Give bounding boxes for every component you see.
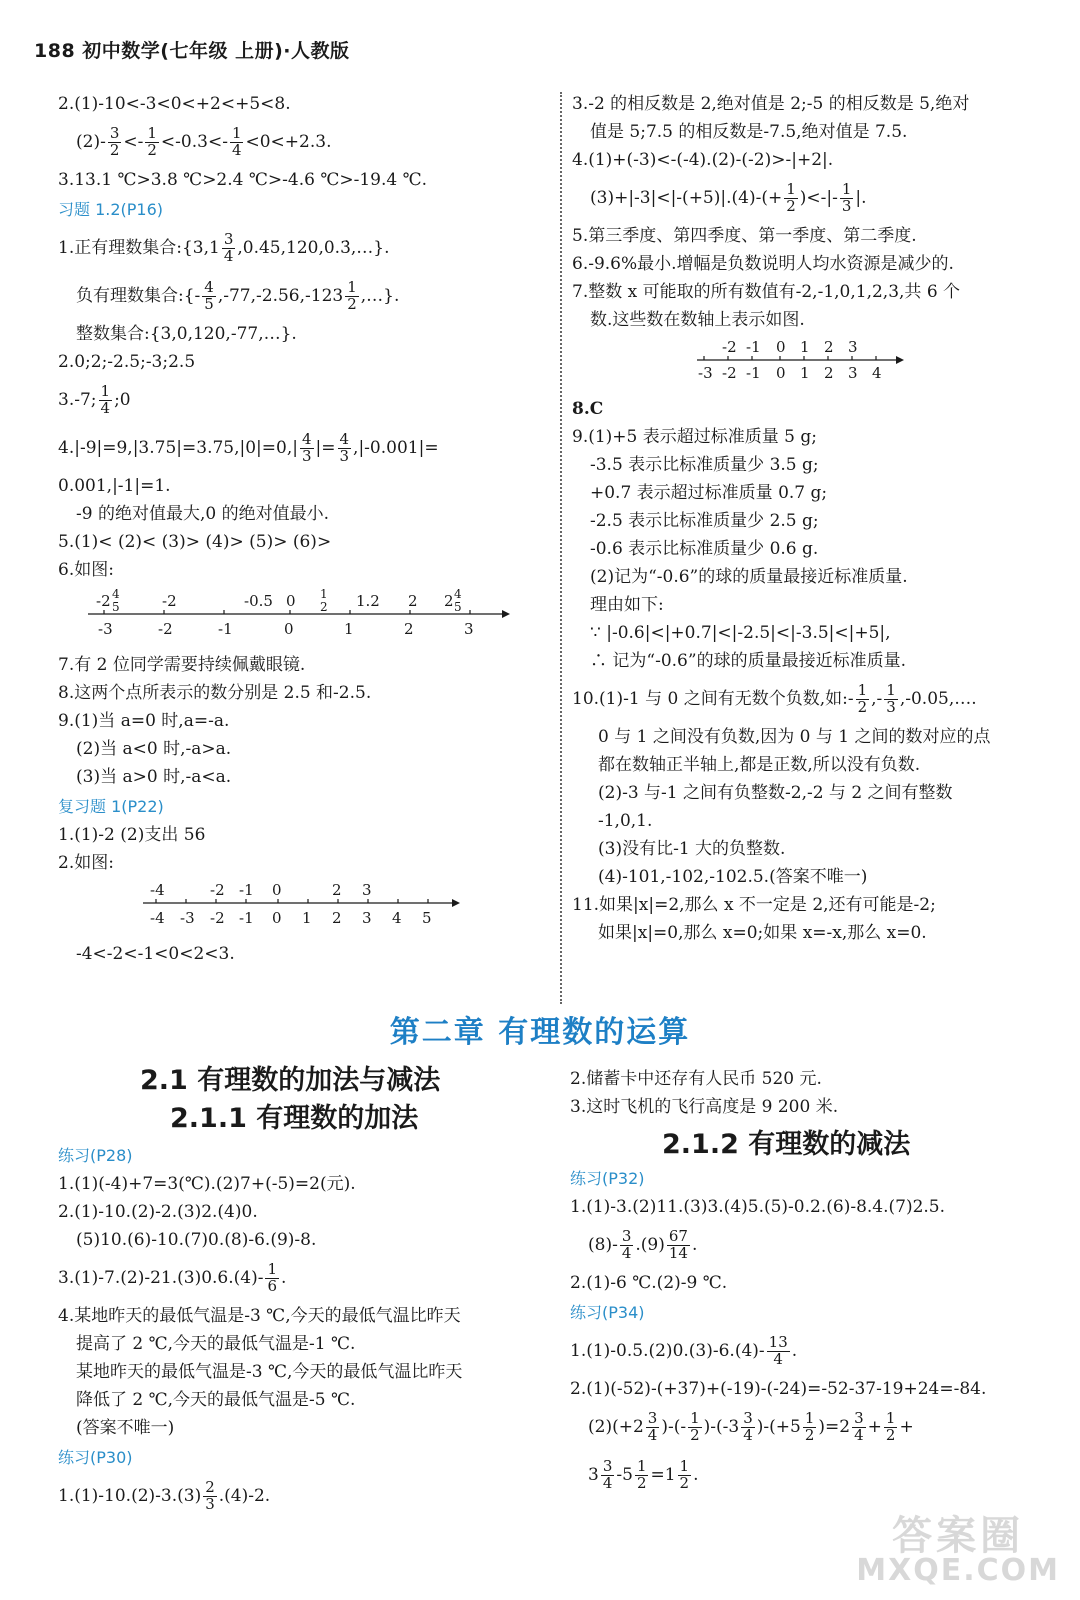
answer-line: +0.7 表示超过标准质量 0.7 g; bbox=[590, 483, 828, 503]
nl1-bottom-label: -2 bbox=[158, 620, 173, 638]
nl1-top-fraction-den: 2 bbox=[320, 600, 328, 614]
answer-line: 3.这时飞机的飞行高度是 9 200 米. bbox=[570, 1097, 839, 1117]
nl2-top-label: -4 bbox=[150, 881, 165, 899]
answer-line: (3)当 a>0 时,-a<a. bbox=[76, 767, 232, 787]
nl3-bottom-label: 3 bbox=[848, 364, 858, 382]
answer-line: -4<-2<-1<0<2<3. bbox=[76, 944, 235, 964]
nl3-top-label: -2 bbox=[722, 338, 737, 356]
nl2-top-label: -2 bbox=[210, 881, 225, 899]
watermark-logo: 答案圈 MXQE.COM bbox=[856, 1513, 1060, 1588]
number-line-2 bbox=[58, 877, 528, 931]
fraction: $\frac{1}{2}$ bbox=[804, 1409, 815, 1444]
fraction: $\frac{3}{2}$ bbox=[109, 124, 120, 159]
answer-line: 4.|-9|=9,|3.75|=3.75,|0|=0,| $\frac{4}{3}$ |= $\frac{4}{3}$ ,|-0.001|= bbox=[58, 430, 439, 465]
nl1-top-label: 2 bbox=[444, 592, 454, 610]
nl2-bottom-labels bbox=[150, 909, 432, 927]
number-line-1 bbox=[58, 584, 528, 642]
number-line-3 bbox=[572, 334, 1042, 386]
subsection-title-2-1-2: 2.1.2 有理数的减法 bbox=[662, 1129, 911, 1160]
answer-line: 3.13.1 ℃>3.8 ℃>2.4 ℃>-4.6 ℃>-19.4 ℃. bbox=[58, 170, 428, 190]
answer-line: 1.正有理数集合:{3,1 $\frac{3}{4}$ ,0.45,120,0.3̇,…}. bbox=[58, 230, 390, 265]
answer-line: -9 的绝对值最大,0 的绝对值最小. bbox=[76, 504, 329, 524]
answer-line: 5.(1)< (2)< (3)> (4)> (5)> (6)> bbox=[58, 532, 332, 552]
left-column bbox=[58, 90, 548, 968]
answer-line: 1.(1)-10.(2)-3.(3) $\frac{2}{3}$ .(4)-2. bbox=[58, 1478, 271, 1513]
answer-line: -1,0,1. bbox=[598, 811, 653, 831]
nl2-top-label: -1 bbox=[239, 881, 254, 899]
answer-line: 2.(1)-6 ℃.(2)-9 ℃. bbox=[570, 1273, 728, 1293]
answer-line: (2)记为“-0.6”的球的质量最接近标准质量. bbox=[590, 567, 908, 587]
nl1-top-labels bbox=[96, 587, 462, 614]
fraction: $\frac{1}{2}$ bbox=[885, 1409, 896, 1444]
nl1-bottom-label: -1 bbox=[218, 620, 233, 638]
answer-line: 1.(1)-2 (2)支出 56 bbox=[58, 825, 206, 845]
answer-line: 3.-7; $\frac{1}{4}$ ;0 bbox=[58, 382, 131, 417]
answer-line: 6.如图: bbox=[58, 560, 114, 580]
nl3-bottom-label: -3 bbox=[698, 364, 713, 382]
nl2-bottom-label: 4 bbox=[392, 909, 402, 927]
nl3-top-labels bbox=[722, 338, 858, 356]
nl1-top-label: 0 bbox=[286, 592, 296, 610]
nl2-bottom-label: -1 bbox=[239, 909, 254, 927]
nl3-bottom-labels bbox=[698, 364, 882, 382]
nl2-top-label: 2 bbox=[332, 881, 342, 899]
answer-line: 2.(1)-10.(2)-2.(3)2.(4)0. bbox=[58, 1202, 258, 1222]
answer-line: 某地昨天的最低气温是-3 ℃,今天的最低气温比昨天 bbox=[76, 1362, 463, 1382]
subsection-title-2-1-1: 2.1.1 有理数的加法 bbox=[170, 1103, 419, 1134]
answer-line: 负有理数集合:{- $\frac{4}{5}$ ,-77,-2.56,-123 $\frac{1}{2}$ ,…}. bbox=[76, 278, 400, 313]
answer-line: ∴ 记为“-0.6”的球的质量最接近标准质量. bbox=[590, 651, 906, 671]
answer-line: 7.整数 x 可能取的所有数值有-2,-1,0,1,2,3,共 6 个 bbox=[572, 282, 961, 302]
fraction: $\frac{4}{3}$ bbox=[339, 430, 350, 465]
answer-line: (4)-101,-102,-102.5.(答案不唯一) bbox=[598, 867, 868, 887]
answer-line: (3)没有比-1 大的负整数. bbox=[598, 839, 786, 859]
answer-line: 0 与 1 之间没有负数,因为 0 与 1 之间的数对应的点 bbox=[598, 727, 991, 747]
answer-line: 3.-2 的相反数是 2,绝对值是 2;-5 的相反数是 5,绝对 bbox=[572, 94, 970, 114]
nl1-top-fraction-den: 5 bbox=[112, 600, 120, 614]
nl3-bottom-label: 2 bbox=[824, 364, 834, 382]
nl2-bottom-label: 5 bbox=[422, 909, 432, 927]
nl1-top-label: -2 bbox=[96, 592, 111, 610]
nl1-top-fraction-num: 1 bbox=[320, 587, 328, 601]
answer-line: (2)- $\frac{3}{2}$ <- $\frac{1}{2}$ <-0.3<- $\frac{1}{4}$ <0<+2.3. bbox=[76, 124, 332, 159]
fraction: $\frac{1}{2}$ bbox=[347, 278, 357, 313]
nl3-bottom-label: -2 bbox=[722, 364, 737, 382]
section-heading: 复习题 1(P22) bbox=[58, 797, 164, 816]
answer-line: 2.(1)-10<-3<0<+2<+5<8. bbox=[58, 94, 291, 114]
fraction: $\frac{1}{3}$ bbox=[886, 681, 896, 716]
nl2-top-label: 3 bbox=[362, 881, 372, 899]
section-heading: 练习(P34) bbox=[570, 1303, 645, 1322]
answer-line: 1.(1)-0.5.(2)0.(3)-6.(4)- $\frac{13}{4}$ . bbox=[570, 1333, 798, 1368]
nl1-bottom-label: 3 bbox=[464, 620, 474, 638]
answer-line: 1.(1)(-4)+7=3(℃).(2)7+(-5)=2(元). bbox=[58, 1174, 356, 1194]
answer-line: 2.如图: bbox=[58, 853, 114, 873]
answer-line: 整数集合:{3,0,120,-77,…}. bbox=[76, 324, 297, 344]
answer-line: (8)- $\frac{3}{4}$ .(9) $\frac{67}{14}$ . bbox=[588, 1227, 698, 1262]
nl1-bottom-label: 0 bbox=[284, 620, 294, 638]
answer-line: 3.(1)-7.(2)-21.(3)0.6.(4)- $\frac{1}{6}$ . bbox=[58, 1260, 287, 1295]
chapter-title: 第二章 有理数的运算 bbox=[389, 1015, 691, 1050]
answer-line: (答案不唯一) bbox=[76, 1418, 175, 1438]
fraction: $\frac{67}{14}$ bbox=[668, 1227, 688, 1262]
nl1-bottom-label: 2 bbox=[404, 620, 414, 638]
fraction: $\frac{1}{3}$ bbox=[841, 180, 852, 215]
answer-line: (2)(+2 $\frac{3}{4}$ )-(- $\frac{1}{2}$ )-(-3 $\frac{3}{4}$ )-(+5 $\frac{1}{2}$ )=2 $\frac{3}{4}$ + $\frac{1}{2}$ + bbox=[588, 1409, 914, 1444]
fraction: $\frac{1}{4}$ bbox=[231, 124, 242, 159]
right-column bbox=[572, 90, 1052, 947]
answer-line: -2.5 表示比标准质量少 2.5 g; bbox=[590, 511, 819, 531]
answer-line: 9.(1)当 a=0 时,a=-a. bbox=[58, 711, 230, 731]
fraction: $\frac{3}{4}$ bbox=[602, 1457, 613, 1492]
answer-line: 4.某地昨天的最低气温是-3 ℃,今天的最低气温比昨天 bbox=[58, 1306, 461, 1326]
fraction: $\frac{1}{2}$ bbox=[679, 1457, 690, 1492]
answer-line: 9.(1)+5 表示超过标准质量 5 g; bbox=[572, 427, 817, 447]
answer-line: 降低了 2 ℃,今天的最低气温是-5 ℃. bbox=[76, 1390, 356, 1410]
column-divider bbox=[560, 92, 562, 1004]
nl2-bottom-label: 2 bbox=[332, 909, 342, 927]
nl3-top-label: 3 bbox=[848, 338, 858, 356]
answer-line: (5)10.(6)-10.(7)0.(8)-6.(9)-8. bbox=[76, 1230, 317, 1250]
answer-line: 提高了 2 ℃,今天的最低气温是-1 ℃. bbox=[76, 1334, 356, 1354]
nl1-top-label: 2 bbox=[408, 592, 418, 610]
answer-line: 2.0;2;-2.5;-3;2.5 bbox=[58, 352, 196, 372]
fraction: $\frac{1}{2}$ bbox=[147, 124, 157, 159]
nl1-top-label: -0.5 bbox=[244, 592, 273, 610]
answer-line: 都在数轴正半轴上,都是正数,所以没有负数. bbox=[598, 755, 921, 775]
section-heading: 练习(P32) bbox=[570, 1169, 645, 1188]
fraction: $\frac{3}{4}$ bbox=[647, 1409, 658, 1444]
section-heading: 练习(P28) bbox=[58, 1146, 133, 1165]
fraction: $\frac{3}{4}$ bbox=[621, 1227, 632, 1262]
nl2-bottom-label: -4 bbox=[150, 909, 165, 927]
section-heading: 练习(P30) bbox=[58, 1448, 133, 1467]
section-title-2-1: 2.1 有理数的加法与减法 bbox=[140, 1065, 441, 1096]
answer-line: 0.001,|-1|=1. bbox=[58, 476, 171, 496]
fraction: $\frac{13}{4}$ bbox=[768, 1333, 788, 1368]
answer-line: 理由如下: bbox=[590, 595, 664, 615]
fraction: $\frac{1}{6}$ bbox=[267, 1260, 278, 1295]
nl3-top-label: 2 bbox=[824, 338, 834, 356]
fraction: $\frac{1}{2}$ bbox=[690, 1409, 700, 1444]
answer-line: 1.(1)-3.(2)11.(3)3.(4)5.(5)-0.2.(6)-8.4.(7)2.5. bbox=[570, 1197, 946, 1217]
nl1-top-fraction-num: 4 bbox=[112, 587, 120, 601]
fraction: $\frac{1}{2}$ bbox=[786, 180, 796, 215]
answer-line: 7.有 2 位同学需要持续佩戴眼镜. bbox=[58, 655, 306, 675]
nl3-bottom-label: 1 bbox=[800, 364, 810, 382]
nl3-bottom-label: 4 bbox=[872, 364, 882, 382]
answer-line: (3)+|-3|<|-(+5)|.(4)-(+ $\frac{1}{2}$ )<-|- $\frac{1}{3}$ |. bbox=[590, 180, 867, 215]
answer-line: 4.(1)+(-3)<-(-4).(2)-(-2)>-|+2|. bbox=[572, 150, 834, 170]
answer-line: 10.(1)-1 与 0 之间有无数个负数,如:- $\frac{1}{2}$ ,- $\frac{1}{3}$ ,-0.05,…. bbox=[572, 681, 977, 716]
nl3-bottom-label: -1 bbox=[746, 364, 761, 382]
nl2-bottom-label: 3 bbox=[362, 909, 372, 927]
fraction: $\frac{4}{3}$ bbox=[301, 430, 312, 465]
answer-line: 值是 5;7.5 的相反数是-7.5,绝对值是 7.5. bbox=[590, 122, 908, 142]
fraction: $\frac{3}{4}$ bbox=[854, 1409, 864, 1444]
answer-line: 如果|x|=0,那么 x=0;如果 x=-x,那么 x=0. bbox=[598, 923, 927, 943]
nl2-bottom-label: -2 bbox=[210, 909, 225, 927]
nl2-top-labels bbox=[150, 881, 372, 899]
fraction: $\frac{2}{3}$ bbox=[205, 1478, 215, 1513]
nl1-top-fraction-num: 4 bbox=[454, 587, 462, 601]
fraction: $\frac{3}{4}$ bbox=[743, 1409, 753, 1444]
fraction: $\frac{4}{5}$ bbox=[204, 278, 214, 313]
nl2-bottom-label: -3 bbox=[180, 909, 195, 927]
nl3-bottom-label: 0 bbox=[776, 364, 786, 382]
fraction: $\frac{1}{2}$ bbox=[636, 1457, 647, 1492]
section-heading: 习题 1.2(P16) bbox=[58, 200, 164, 219]
fraction: $\frac{1}{4}$ bbox=[100, 382, 111, 417]
lower-left-column bbox=[58, 1140, 548, 1520]
answer-line: 数.这些数在数轴上表示如图. bbox=[590, 310, 805, 330]
page-header: 188 初中数学(七年级 上册)·人教版 bbox=[34, 40, 350, 62]
nl1-top-fraction-den: 5 bbox=[454, 600, 462, 614]
answer-line: 2.储蓄卡中还存有人民币 520 元. bbox=[570, 1069, 822, 1089]
answer-line: 5.第三季度、第四季度、第一季度、第二季度. bbox=[572, 226, 917, 246]
nl2-bottom-label: 0 bbox=[272, 909, 282, 927]
answer-line: -0.6 表示比标准质量少 0.6 g. bbox=[590, 539, 819, 559]
answer-line: 2.(1)(-52)-(+37)+(-19)-(-24)=-52-37-19+24=-84. bbox=[570, 1379, 987, 1399]
answer-line: ∵ |-0.6|<|+0.7|<|-2.5|<|-3.5|<|+5|, bbox=[590, 623, 891, 643]
nl3-top-label: -1 bbox=[746, 338, 761, 356]
nl3-top-label: 1 bbox=[800, 338, 810, 356]
nl1-top-label: 1.2 bbox=[356, 592, 380, 610]
lower-right-column bbox=[570, 1065, 1060, 1499]
nl1-bottom-labels bbox=[98, 620, 474, 638]
answer-line: 8.C bbox=[572, 399, 604, 419]
fraction: $\frac{1}{2}$ bbox=[857, 681, 868, 716]
answer-line: -3.5 表示比标准质量少 3.5 g; bbox=[590, 455, 819, 475]
answer-line: 8.这两个点所表示的数分别是 2.5 和-2.5. bbox=[58, 683, 372, 703]
answer-line: (2)-3 与-1 之间有负整数-2,-2 与 2 之间有整数 bbox=[598, 783, 953, 803]
nl3-top-label: 0 bbox=[776, 338, 786, 356]
nl1-bottom-label: -3 bbox=[98, 620, 113, 638]
answer-line: (2)当 a<0 时,-a>a. bbox=[76, 739, 232, 759]
fraction: $\frac{3}{4}$ bbox=[223, 230, 234, 265]
answer-line: 3 $\frac{3}{4}$ -5 $\frac{1}{2}$ =1 $\frac{1}{2}$ . bbox=[588, 1457, 699, 1492]
nl2-top-label: 0 bbox=[272, 881, 282, 899]
nl1-bottom-label: 1 bbox=[344, 620, 354, 638]
answer-line: 11.如果|x|=2,那么 x 不一定是 2,还有可能是-2; bbox=[572, 895, 936, 915]
nl2-bottom-label: 1 bbox=[302, 909, 312, 927]
nl1-top-label: -2 bbox=[162, 592, 177, 610]
answer-line: 6.-9.6%最小.增幅是负数说明人均水资源是减少的. bbox=[572, 254, 954, 274]
